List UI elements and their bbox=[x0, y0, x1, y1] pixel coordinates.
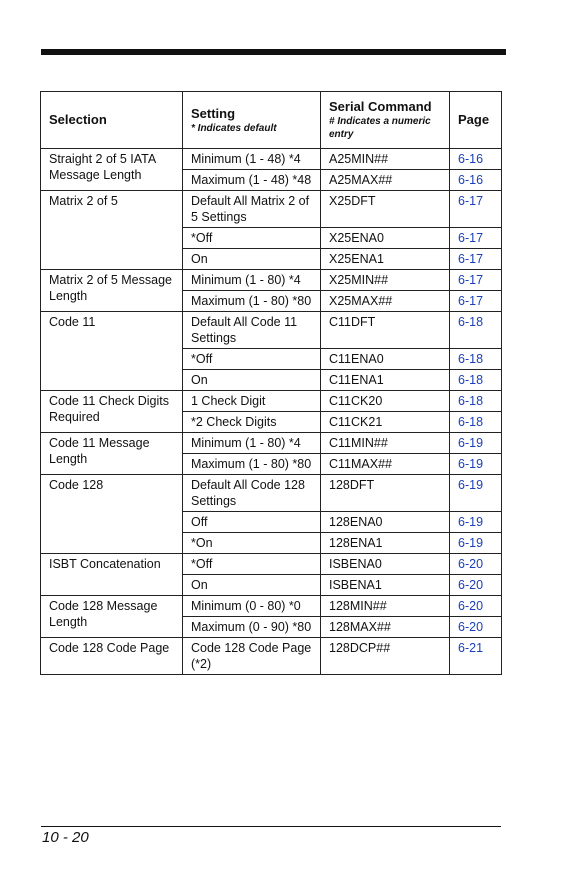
table-row bbox=[41, 312, 502, 349]
page-link[interactable]: 6-17 bbox=[450, 291, 502, 312]
selection-cell: Code 128 bbox=[41, 475, 183, 554]
serial-command-cell: 128MAX## bbox=[321, 617, 450, 638]
setting-cell: Default All Code 11 Settings bbox=[183, 312, 321, 349]
table-body bbox=[41, 149, 502, 675]
table-header-row bbox=[41, 92, 502, 149]
page-link[interactable]: 6-17 bbox=[450, 249, 502, 270]
header-serial-command: Serial Command # Indicates a numeric entry bbox=[321, 92, 450, 149]
setting-cell: Minimum (1 - 48) *4 bbox=[183, 149, 321, 170]
selection-cell: Code 128 Code Page bbox=[41, 638, 183, 675]
serial-command-cell: X25ENA0 bbox=[321, 228, 450, 249]
setting-cell: *Off bbox=[183, 228, 321, 249]
page-link[interactable]: 6-16 bbox=[450, 149, 502, 170]
page-link[interactable]: 6-17 bbox=[450, 270, 502, 291]
table-row bbox=[41, 149, 502, 170]
serial-command-cell: 128MIN## bbox=[321, 596, 450, 617]
header-selection: Selection bbox=[41, 92, 183, 149]
page-number: 10 - 20 bbox=[42, 829, 89, 846]
page-link[interactable]: 6-19 bbox=[450, 454, 502, 475]
table-row bbox=[41, 554, 502, 575]
bottom-rule bbox=[41, 826, 501, 827]
setting-cell: On bbox=[183, 249, 321, 270]
selection-cell: Code 11 bbox=[41, 312, 183, 391]
selection-cell: Matrix 2 of 5 bbox=[41, 191, 183, 270]
setting-cell: *Off bbox=[183, 554, 321, 575]
serial-command-cell: 128ENA1 bbox=[321, 533, 450, 554]
header-setting: Setting * Indicates default bbox=[183, 92, 321, 149]
setting-cell: Default All Matrix 2 of 5 Settings bbox=[183, 191, 321, 228]
serial-command-cell: C11ENA0 bbox=[321, 349, 450, 370]
page-link[interactable]: 6-17 bbox=[450, 228, 502, 249]
setting-cell: Minimum (1 - 80) *4 bbox=[183, 270, 321, 291]
header-setting-note: * Indicates default bbox=[191, 122, 277, 134]
setting-cell: Maximum (1 - 80) *80 bbox=[183, 291, 321, 312]
setting-cell: *Off bbox=[183, 349, 321, 370]
page-link[interactable]: 6-18 bbox=[450, 349, 502, 370]
serial-command-cell: 128DFT bbox=[321, 475, 450, 512]
selection-cell: Code 11 Check Digits Required bbox=[41, 391, 183, 433]
selection-cell: Code 11 Message Length bbox=[41, 433, 183, 475]
setting-cell: Default All Code 128 Settings bbox=[183, 475, 321, 512]
page-link[interactable]: 6-20 bbox=[450, 575, 502, 596]
page-link[interactable]: 6-20 bbox=[450, 596, 502, 617]
serial-command-table bbox=[40, 91, 502, 675]
serial-command-cell: A25MAX## bbox=[321, 170, 450, 191]
serial-command-cell: ISBENA0 bbox=[321, 554, 450, 575]
setting-cell: Maximum (1 - 80) *80 bbox=[183, 454, 321, 475]
serial-command-cell: X25MIN## bbox=[321, 270, 450, 291]
setting-cell: *On bbox=[183, 533, 321, 554]
page-link[interactable]: 6-18 bbox=[450, 391, 502, 412]
serial-command-cell: X25MAX## bbox=[321, 291, 450, 312]
header-serial-note: # Indicates a numeric entry bbox=[329, 116, 431, 140]
selection-cell: Matrix 2 of 5 Message Length bbox=[41, 270, 183, 312]
table-row bbox=[41, 596, 502, 617]
selection-cell: ISBT Concatenation bbox=[41, 554, 183, 596]
table-row bbox=[41, 391, 502, 412]
setting-cell: *2 Check Digits bbox=[183, 412, 321, 433]
serial-command-cell: C11ENA1 bbox=[321, 370, 450, 391]
table-row bbox=[41, 638, 502, 675]
table-row bbox=[41, 433, 502, 454]
setting-cell: Minimum (0 - 80) *0 bbox=[183, 596, 321, 617]
page-link[interactable]: 6-19 bbox=[450, 433, 502, 454]
setting-cell: On bbox=[183, 575, 321, 596]
serial-command-cell: A25MIN## bbox=[321, 149, 450, 170]
serial-command-cell: X25DFT bbox=[321, 191, 450, 228]
setting-cell: Minimum (1 - 80) *4 bbox=[183, 433, 321, 454]
page-link[interactable]: 6-19 bbox=[450, 533, 502, 554]
selection-cell: Code 128 Message Length bbox=[41, 596, 183, 638]
page-link[interactable]: 6-16 bbox=[450, 170, 502, 191]
serial-command-cell: 128ENA0 bbox=[321, 512, 450, 533]
setting-cell: Maximum (0 - 90) *80 bbox=[183, 617, 321, 638]
serial-command-cell: ISBENA1 bbox=[321, 575, 450, 596]
page-link[interactable]: 6-18 bbox=[450, 312, 502, 349]
serial-command-cell: X25ENA1 bbox=[321, 249, 450, 270]
setting-cell: Off bbox=[183, 512, 321, 533]
serial-command-cell: C11CK20 bbox=[321, 391, 450, 412]
header-page: Page bbox=[450, 92, 502, 149]
table-row bbox=[41, 270, 502, 291]
setting-cell: 1 Check Digit bbox=[183, 391, 321, 412]
setting-cell: On bbox=[183, 370, 321, 391]
serial-command-cell: C11DFT bbox=[321, 312, 450, 349]
page-link[interactable]: 6-19 bbox=[450, 475, 502, 512]
serial-command-cell: 128DCP## bbox=[321, 638, 450, 675]
table-row bbox=[41, 191, 502, 228]
page-link[interactable]: 6-17 bbox=[450, 191, 502, 228]
page-link[interactable]: 6-18 bbox=[450, 412, 502, 433]
serial-command-cell: C11MIN## bbox=[321, 433, 450, 454]
serial-command-cell: C11CK21 bbox=[321, 412, 450, 433]
top-rule bbox=[41, 49, 506, 55]
table-row bbox=[41, 475, 502, 512]
serial-command-cell: C11MAX## bbox=[321, 454, 450, 475]
page-link[interactable]: 6-20 bbox=[450, 617, 502, 638]
page-link[interactable]: 6-20 bbox=[450, 554, 502, 575]
selection-cell: Straight 2 of 5 IATA Message Length bbox=[41, 149, 183, 191]
page-link[interactable]: 6-19 bbox=[450, 512, 502, 533]
setting-cell: Code 128 Code Page (*2) bbox=[183, 638, 321, 675]
page-link[interactable]: 6-21 bbox=[450, 638, 502, 675]
page-link[interactable]: 6-18 bbox=[450, 370, 502, 391]
setting-cell: Maximum (1 - 48) *48 bbox=[183, 170, 321, 191]
